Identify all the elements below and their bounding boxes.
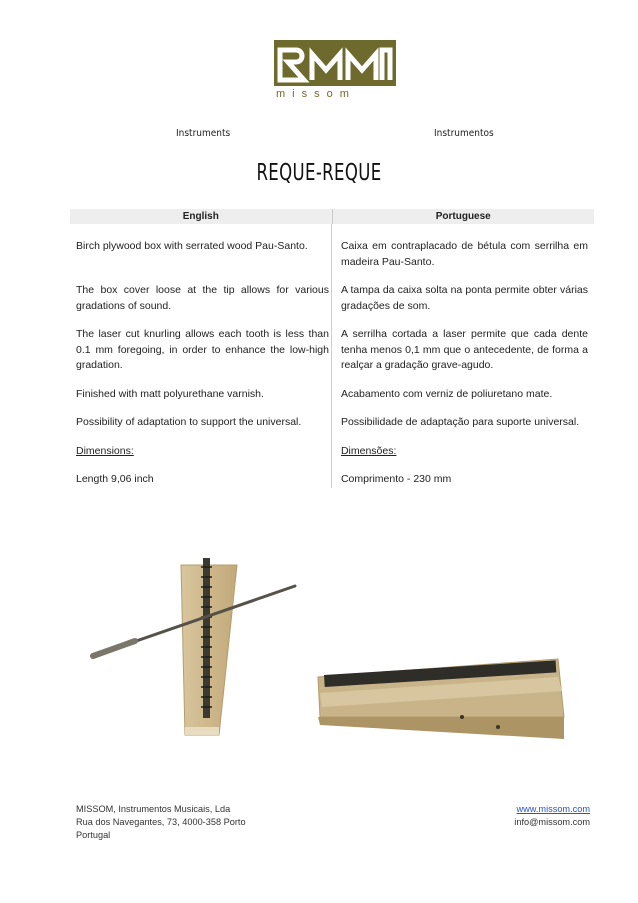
cell-en: Birch plywood box with serrated wood Pau-Santo. — [76, 240, 308, 252]
footer-company: MISSOM, Instrumentos Musicais, Lda — [76, 804, 231, 814]
cell-pt: Comprimento - 230 mm — [340, 473, 452, 485]
cell-en: Possibility of adaptation to support the universal. — [76, 416, 302, 428]
table-body — [70, 224, 594, 488]
spec-table — [70, 209, 594, 488]
cell-pt: Acabamento com verniz de poliuretano mate. — [340, 387, 553, 400]
dimensions-label-pt: Dimensões: — [340, 444, 397, 457]
product-photo-upright — [85, 555, 300, 745]
cell-pt: Caixa em contraplacado de bétula com serrilha em madeira Pau-Santo. — [340, 240, 588, 268]
cell-pt: Possibilidade de adaptação para suporte universal. — [340, 416, 580, 428]
section-label-english: Instruments — [176, 128, 231, 139]
header-portuguese: Portuguese — [435, 211, 491, 222]
brand-logo — [268, 40, 400, 106]
section-label-portuguese: Instrumentos — [434, 128, 494, 139]
cell-en: The laser cut knurling allows each tooth is less than 0.1 mm foregoing, in order to enhance the low-high gradation. — [76, 328, 329, 371]
footer-address — [76, 803, 246, 842]
table-row — [70, 415, 594, 431]
header-english: English — [70, 209, 333, 224]
cell-en: The box cover loose at the tip allows for various gradations of sound. — [76, 284, 329, 312]
table-row — [70, 444, 594, 460]
footer-country: Portugal — [76, 830, 111, 840]
table-row — [70, 283, 594, 314]
cell-en: Finished with matt polyurethane varnish. — [76, 387, 264, 400]
table-row — [70, 239, 594, 270]
footer-street: Rua dos Navegantes, 73, 4000-358 Porto — [76, 817, 246, 827]
footer-contact — [514, 803, 590, 829]
table-row — [70, 472, 594, 488]
table-header — [70, 209, 594, 224]
table-row — [70, 387, 594, 403]
email-text[interactable]: info@missom.com — [514, 817, 590, 827]
cell-pt: A tampa da caixa solta na ponta permite obter várias gradações de som. — [340, 284, 588, 312]
dimensions-label-en: Dimensions: — [76, 444, 134, 457]
page-title: REQUE-REQUE — [256, 160, 382, 186]
website-link[interactable]: www.missom.com — [516, 804, 590, 814]
column-divider — [331, 224, 332, 488]
cell-pt: A serrilha cortada a laser permite que cada dente tenha menos 0,1 mm que o antecedente, de forma a realçar a gradação grave-agudo. — [340, 328, 588, 371]
logo-mark — [274, 40, 396, 86]
logo-wordmark: missom — [276, 88, 356, 100]
product-photo-flat — [310, 655, 570, 745]
table-row — [70, 327, 594, 374]
cell-en: Length 9,06 inch — [76, 473, 154, 485]
